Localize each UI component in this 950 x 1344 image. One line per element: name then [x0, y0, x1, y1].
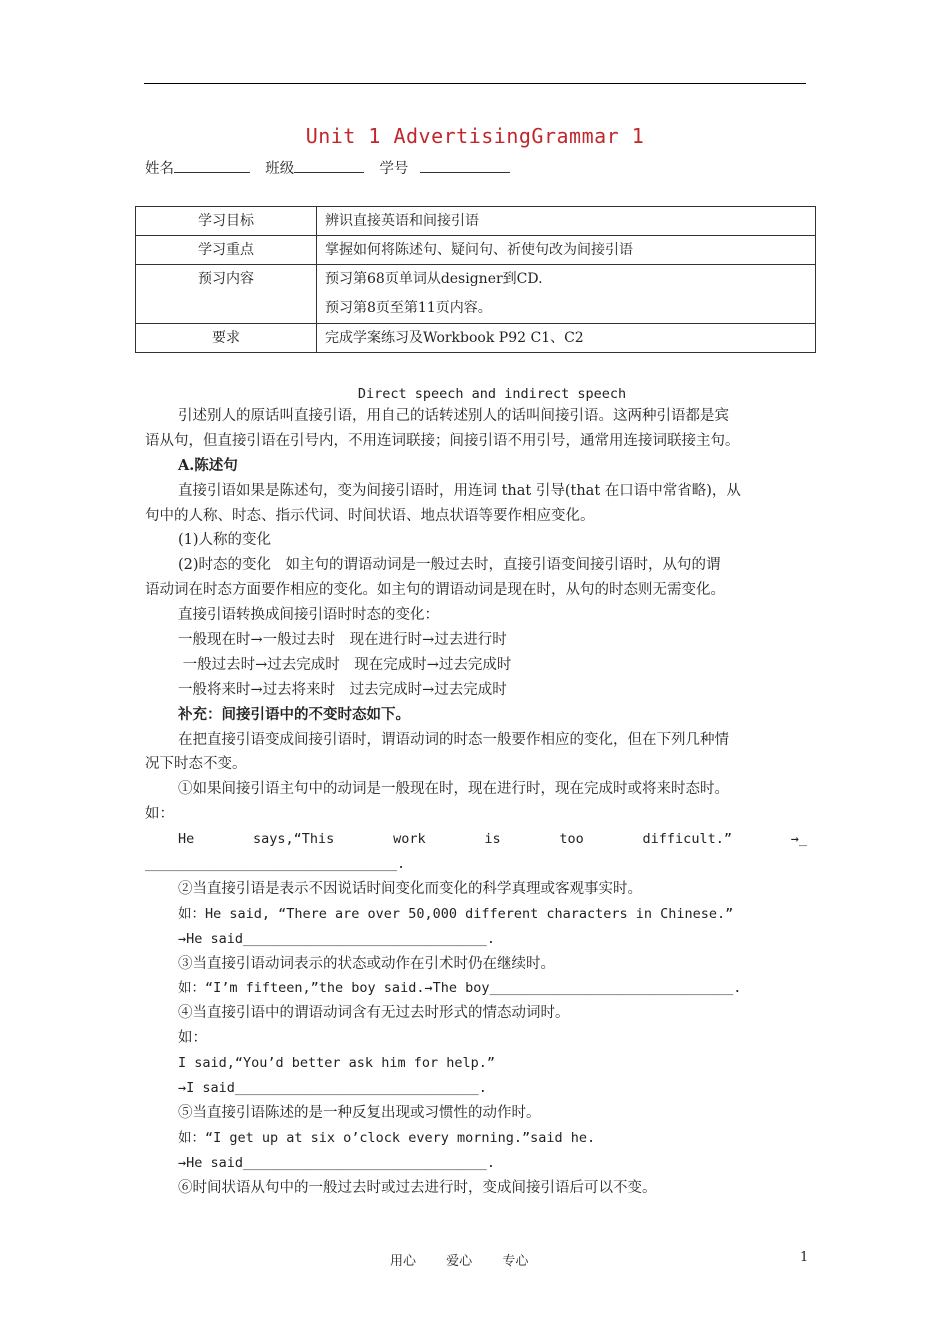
- rule-item: ③当直接引语动词表示的状态或动作在引术时仍在继续时。: [178, 955, 555, 972]
- number-blank[interactable]: [420, 158, 510, 173]
- paragraph-line: 直接引语转换成间接引语时时态的变化：: [178, 607, 439, 624]
- name-label: 姓名: [145, 161, 174, 177]
- tense-rule: 一般过去时→过去完成时 现在完成时→过去完成时: [178, 656, 512, 673]
- answer-blank[interactable]: →He said______________________________.: [178, 1154, 495, 1171]
- page-number: 1: [800, 1250, 809, 1265]
- table-row: [136, 324, 816, 353]
- example-word: work: [393, 831, 426, 848]
- table-key: 学习目标: [136, 207, 317, 236]
- list-item: (2)时态的变化 如主句的谓语动词是一般过去时，直接引语变间接引语时，从句的谓: [178, 557, 721, 574]
- example-word: too: [559, 831, 584, 848]
- table-key: 预习内容: [136, 265, 317, 324]
- footer-item: 爱心: [446, 1254, 473, 1269]
- paragraph-line: 如：: [178, 1030, 207, 1047]
- footer-item: 专心: [502, 1254, 529, 1269]
- example-sentence: [145, 827, 807, 852]
- paragraph-line: 况下时态不变。: [145, 756, 247, 773]
- paragraph-line: 如：: [145, 806, 174, 823]
- student-info-line: [145, 157, 510, 178]
- rule-item: ④当直接引语中的谓语动词含有无过去时形式的情态动词时。: [178, 1005, 570, 1022]
- table-value-line: 预习第68页单词从designer到CD.: [325, 271, 543, 287]
- example-sentence[interactable]: 如：“I’m fifteen,”the boy said.→The boy______________________________.: [178, 980, 742, 997]
- tense-rule: 一般将来时→过去将来时 过去完成时→过去完成时: [178, 681, 507, 698]
- rule-item: ②当直接引语是表示不因说话时间变化而变化的科学真理或客观事实时。: [178, 880, 642, 897]
- footer-motto: [390, 1250, 554, 1269]
- example-word: says,“This: [253, 831, 335, 848]
- table-value: 掌握如何将陈述句、疑问句、祈使句改为间接引语: [317, 236, 816, 265]
- section-body: [145, 404, 807, 1201]
- name-blank[interactable]: [174, 158, 250, 173]
- header-rule: [144, 83, 806, 84]
- paragraph-line: 句中的人称、时态、指示代词、时间状语、地点状语等要作相应变化。: [145, 507, 595, 524]
- page-title: Unit 1 AdvertisingGrammar 1: [305, 124, 645, 148]
- answer-blank[interactable]: →I said______________________________.: [178, 1080, 487, 1097]
- table-row: [136, 236, 816, 265]
- subsection-heading: 补充：间接引语中的不变时态如下。: [178, 705, 410, 723]
- answer-blank[interactable]: _______________________________.: [145, 856, 406, 873]
- example-sentence: 如：“I get up at six o’clock every morning.”said he.: [178, 1129, 596, 1146]
- table-value: 完成学案练习及Workbook P92 C1、C2: [317, 324, 816, 353]
- example-sentence: 如：He said, “There are over 50,000 different characters in Chinese.”: [178, 905, 734, 922]
- paragraph-line: 语动词在时态方面要作相应的变化。如主句的谓语动词是现在时，从句的时态则无需变化。: [145, 582, 725, 599]
- rule-item: ①如果间接引语主句中的动词是一般现在时，现在进行时，现在完成时或将来时态时。: [178, 781, 729, 798]
- table-value-line: 预习第8页至第11页内容。: [325, 300, 492, 316]
- class-blank[interactable]: [294, 158, 364, 173]
- paragraph-line: 引述别人的原话叫直接引语，用自己的话转述别人的话叫间接引语。这两种引语都是宾: [178, 408, 729, 424]
- number-label: 学号: [379, 161, 409, 177]
- paragraph-line: 在把直接引语变成间接引语时，谓语动词的时态一般要作相应的变化，但在下列几种情: [178, 731, 729, 748]
- table-key: 要求: [136, 324, 317, 353]
- section-title: Direct speech and indirect speech: [357, 386, 627, 402]
- table-row: [136, 265, 816, 324]
- example-sentence: I said,“You’d better ask him for help.”: [178, 1055, 495, 1072]
- subsection-heading: A.陈述句: [178, 456, 238, 474]
- class-label: 班级: [265, 161, 295, 177]
- paragraph-line: 直接引语如果是陈述句，变为间接引语时，用连词 that 引导(that 在口语中常省略)，从: [178, 482, 741, 499]
- example-word: is: [484, 831, 501, 848]
- study-goals-table: [135, 206, 816, 353]
- paragraph-line: 语从句，但直接引语在引号内，不用连词联接；间接引语不用引号，通常用连接词联接主句。: [145, 432, 740, 449]
- rule-item: ⑥时间状语从句中的一般过去时或过去进行时，变成间接引语后可以不变。: [178, 1179, 657, 1196]
- answer-blank[interactable]: →He said______________________________.: [178, 930, 495, 947]
- table-key: 学习重点: [136, 236, 317, 265]
- table-row: [136, 207, 816, 236]
- rule-item: ⑤当直接引语陈述的是一种反复出现或习惯性的动作时。: [178, 1104, 541, 1121]
- list-item: (1)人称的变化: [178, 532, 272, 549]
- example-word: →_: [790, 831, 807, 848]
- footer-item: 用心: [390, 1254, 417, 1269]
- example-word: He: [178, 831, 195, 848]
- table-value: 辨识直接英语和间接引语: [317, 207, 816, 236]
- table-value: [317, 265, 816, 324]
- example-word: difficult.”: [642, 831, 732, 848]
- tense-rule: 一般现在时→一般过去时 现在进行时→过去进行时: [178, 632, 507, 649]
